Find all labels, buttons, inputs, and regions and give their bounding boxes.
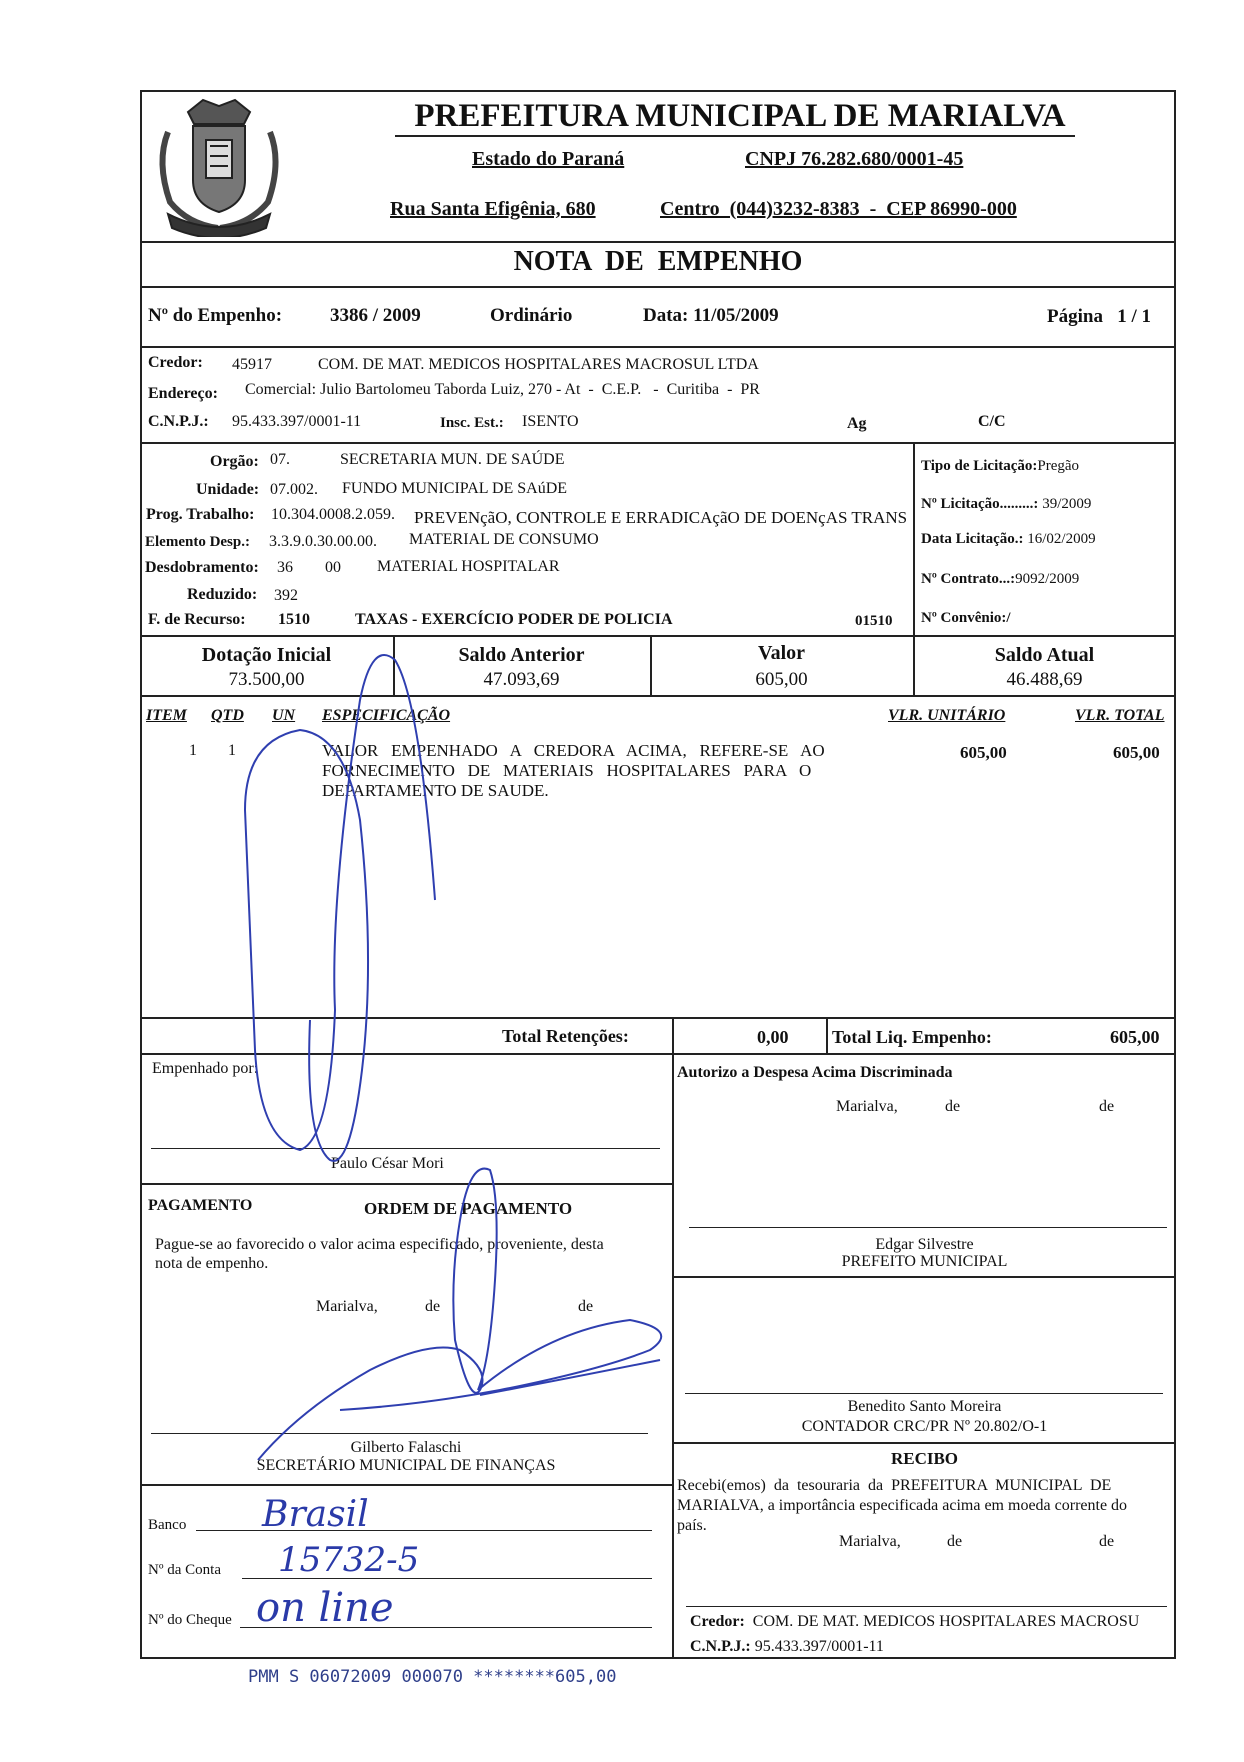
valor-label: Valor [757, 642, 806, 664]
document-title: NOTA DE EMPENHO [513, 246, 803, 277]
contador-name: Benedito Santo Moreira [847, 1398, 1002, 1415]
recibo-cnpj-label: C.N.P.J.: [690, 1638, 751, 1655]
orgao-name: SECRETARIA MUN. DE SAÚDE [340, 451, 565, 468]
municipal-crest-icon [148, 92, 290, 237]
empenho-type: Ordinário [490, 305, 573, 326]
retencoes-value: 0,00 [757, 1027, 789, 1047]
recibo-title: RECIBO [890, 1449, 959, 1468]
pagamento-text-line1: Pague-se ao favorecido o valor acima especificado, proveniente, desta [155, 1236, 604, 1253]
state-label: Estado do Paraná [472, 148, 625, 170]
saldo-anterior-label: Saldo Anterior [458, 644, 585, 666]
cnpj-label: CNPJ 76.282.680/0001-45 [745, 148, 964, 170]
fonte-extra: 01510 [855, 613, 893, 629]
payment-stamp: PMM S 06072009 000070 ********605,00 [248, 1667, 617, 1687]
recibo-de1: de [947, 1533, 963, 1550]
valor-value: 605,00 [755, 669, 808, 690]
desdobramento-label: Desdobramento: [145, 559, 259, 576]
recibo-line1: Recebi(emos) da tesouraria da PREFEITURA MUNICIPAL DE [677, 1477, 1112, 1494]
credor-code: 45917 [232, 356, 272, 373]
contador-signature-line [685, 1393, 1163, 1394]
data-licitacao-value: 16/02/2009 [1027, 531, 1096, 547]
credor-name: COM. DE MAT. MEDICOS HOSPITALARES MACROSUL LTDA [318, 356, 759, 373]
empenhado-name: Paulo César Mori [331, 1155, 444, 1172]
elemento-label: Elemento Desp.: [145, 534, 250, 550]
tipo-licitacao-value: Pregão [1037, 458, 1080, 474]
dotacao-value: 73.500,00 [228, 669, 305, 690]
saldo-anterior-value: 47.093,69 [483, 669, 560, 690]
cc-label: C/C [978, 413, 1006, 430]
fonte-code: 1510 [278, 611, 310, 628]
saldo-atual-value: 46.488,69 [1006, 669, 1083, 690]
banco-handwritten: Brasil [262, 1494, 369, 1535]
empenho-number: 3386 / 2009 [330, 305, 421, 326]
orgao-code: 07. [270, 451, 290, 468]
desdobramento-code: 36 [277, 559, 293, 576]
endereco-label: Endereço: [148, 385, 218, 402]
ag-label: Ag [847, 415, 867, 432]
total-price-header: VLR. TOTAL [1075, 707, 1165, 724]
cheque-label: Nº do Cheque [148, 1612, 232, 1628]
fonte-name: TAXAS - EXERCÍCIO PODER DE POLICIA [355, 611, 673, 628]
prog-name: PREVENçãO, CONTROLE E ERRADICAçãO DE DOENçAS TRANS [414, 508, 908, 527]
insc-value: ISENTO [522, 413, 579, 430]
unidade-code: 07.002. [270, 481, 318, 498]
item-qty: 1 [228, 742, 236, 759]
unidade-name: FUNDO MUNICIPAL DE SAúDE [342, 480, 568, 497]
item-header: ITEM [146, 707, 187, 724]
item-spec-line1: VALOR EMPENHADO A CREDORA ACIMA, REFERE-SE AO [322, 741, 825, 760]
endereco-value: Comercial: Julio Bartolomeu Taborda Luiz, 270 - At - C.E.P. - Curitiba - PR [245, 381, 760, 398]
contador-title: CONTADOR CRC/PR Nº 20.802/O-1 [801, 1418, 1048, 1435]
recibo-line2: MARIALVA, a importância especificada acima em moeda corrente do [677, 1497, 1128, 1514]
desdobramento-name: MATERIAL HOSPITALAR [377, 558, 560, 575]
pagamento-place: Marialva, [316, 1298, 378, 1315]
autorizo-de2: de [1099, 1098, 1115, 1115]
recibo-credor-label: Credor: [690, 1613, 745, 1630]
contrato-label: Nº Contrato...: [921, 571, 1016, 587]
pagamento-de1: de [425, 1298, 441, 1315]
convenio-label: Nº Convênio:/ [921, 610, 1011, 626]
spec-header: ESPECIFICAÇÃO [322, 707, 451, 724]
prefeito-signature-line [689, 1227, 1167, 1228]
retencoes-label: Total Retenções: [502, 1026, 629, 1046]
page-number: Página 1 / 1 [1047, 306, 1151, 327]
item-number: 1 [189, 742, 197, 759]
insc-label: Insc. Est.: [440, 415, 504, 431]
cnpj-credor-value: 95.433.397/0001-11 [232, 413, 362, 430]
unidade-label: Unidade: [196, 481, 260, 498]
unit-price-header: VLR. UNITÁRIO [888, 707, 1006, 724]
reduzido-label: Reduzido: [187, 586, 258, 603]
recibo-de2: de [1099, 1533, 1115, 1550]
pagamento-de2: de [578, 1298, 594, 1315]
secretario-signature-line [151, 1433, 648, 1434]
qtd-header: QTD [211, 707, 244, 724]
district-phone-label: Centro (044)3232-8383 - CEP 86990-000 [660, 198, 1017, 220]
prefeito-name: Edgar Silvestre [875, 1236, 974, 1253]
item-spec-line2: FORNECIMENTO DE MATERIAIS HOSPITALARES PARA O [322, 761, 812, 780]
elemento-name: MATERIAL DE CONSUMO [409, 531, 599, 548]
autorizo-de1: de [945, 1098, 961, 1115]
item-spec-line3: DEPARTAMENTO DE SAUDE. [322, 781, 549, 800]
signature-line [151, 1148, 660, 1149]
ordem-pagamento-label: ORDEM DE PAGAMENTO [364, 1199, 573, 1218]
cheque-handwritten: on line [256, 1585, 394, 1631]
saldo-atual-label: Saldo Atual [994, 644, 1095, 666]
secretario-name: Gilberto Falaschi [350, 1439, 462, 1456]
contrato-value: 9092/2009 [1015, 571, 1080, 587]
autorizo-place: Marialva, [836, 1098, 898, 1115]
empenho-date: Data: 11/05/2009 [643, 305, 779, 326]
banco-label: Banco [148, 1517, 187, 1533]
data-licitacao-label: Data Licitação.: [921, 531, 1024, 547]
conta-handwritten: 15732-5 [278, 1540, 420, 1580]
conta-label: Nº da Conta [148, 1562, 221, 1578]
liq-empenho-value: 605,00 [1110, 1027, 1160, 1047]
empenho-label: Nº do Empenho: [148, 305, 283, 326]
num-licitacao-value: 39/2009 [1042, 496, 1092, 512]
prog-label: Prog. Trabalho: [146, 506, 255, 523]
prog-code: 10.304.0008.2.059. [271, 506, 395, 523]
prefeito-title: PREFEITO MUNICIPAL [841, 1253, 1008, 1270]
tipo-licitacao-label: Tipo de Licitação: [921, 458, 1038, 474]
recibo-cnpj-value: 95.433.397/0001-11 [754, 1638, 884, 1655]
liq-empenho-label: Total Liq. Empenho: [832, 1027, 992, 1047]
desdobramento-sub: 00 [325, 559, 341, 576]
recibo-credor-value: COM. DE MAT. MEDICOS HOSPITALARES MACROSU [752, 1613, 1140, 1630]
dotacao-label: Dotação Inicial [201, 644, 332, 666]
pagamento-label: PAGAMENTO [148, 1197, 253, 1214]
autorizo-label: Autorizo a Despesa Acima Discriminada [677, 1064, 953, 1081]
un-header: UN [272, 707, 296, 724]
cnpj-credor-label: C.N.P.J.: [148, 413, 209, 430]
credor-label: Credor: [148, 354, 203, 371]
elemento-code: 3.3.9.0.30.00.00. [269, 533, 377, 550]
fonte-label: F. de Recurso: [148, 611, 246, 628]
reduzido-value: 392 [274, 587, 298, 604]
secretario-title: SECRETÁRIO MUNICIPAL DE FINANÇAS [256, 1457, 556, 1474]
num-licitacao-label: Nº Licitação.........: [921, 496, 1039, 512]
recibo-place: Marialva, [839, 1533, 901, 1550]
item-total-price: 605,00 [1113, 743, 1160, 762]
pagamento-text-line2: nota de empenho. [155, 1255, 269, 1272]
item-unit-price: 605,00 [960, 743, 1007, 762]
recibo-line3: país. [677, 1517, 707, 1534]
empenhado-label: Empenhado por: [152, 1060, 259, 1077]
address-label: Rua Santa Efigênia, 680 [390, 198, 596, 220]
page-title: PREFEITURA MUNICIPAL DE MARIALVA [414, 98, 1066, 134]
recibo-signature-line [686, 1606, 1167, 1607]
orgao-label: Orgão: [210, 453, 259, 470]
